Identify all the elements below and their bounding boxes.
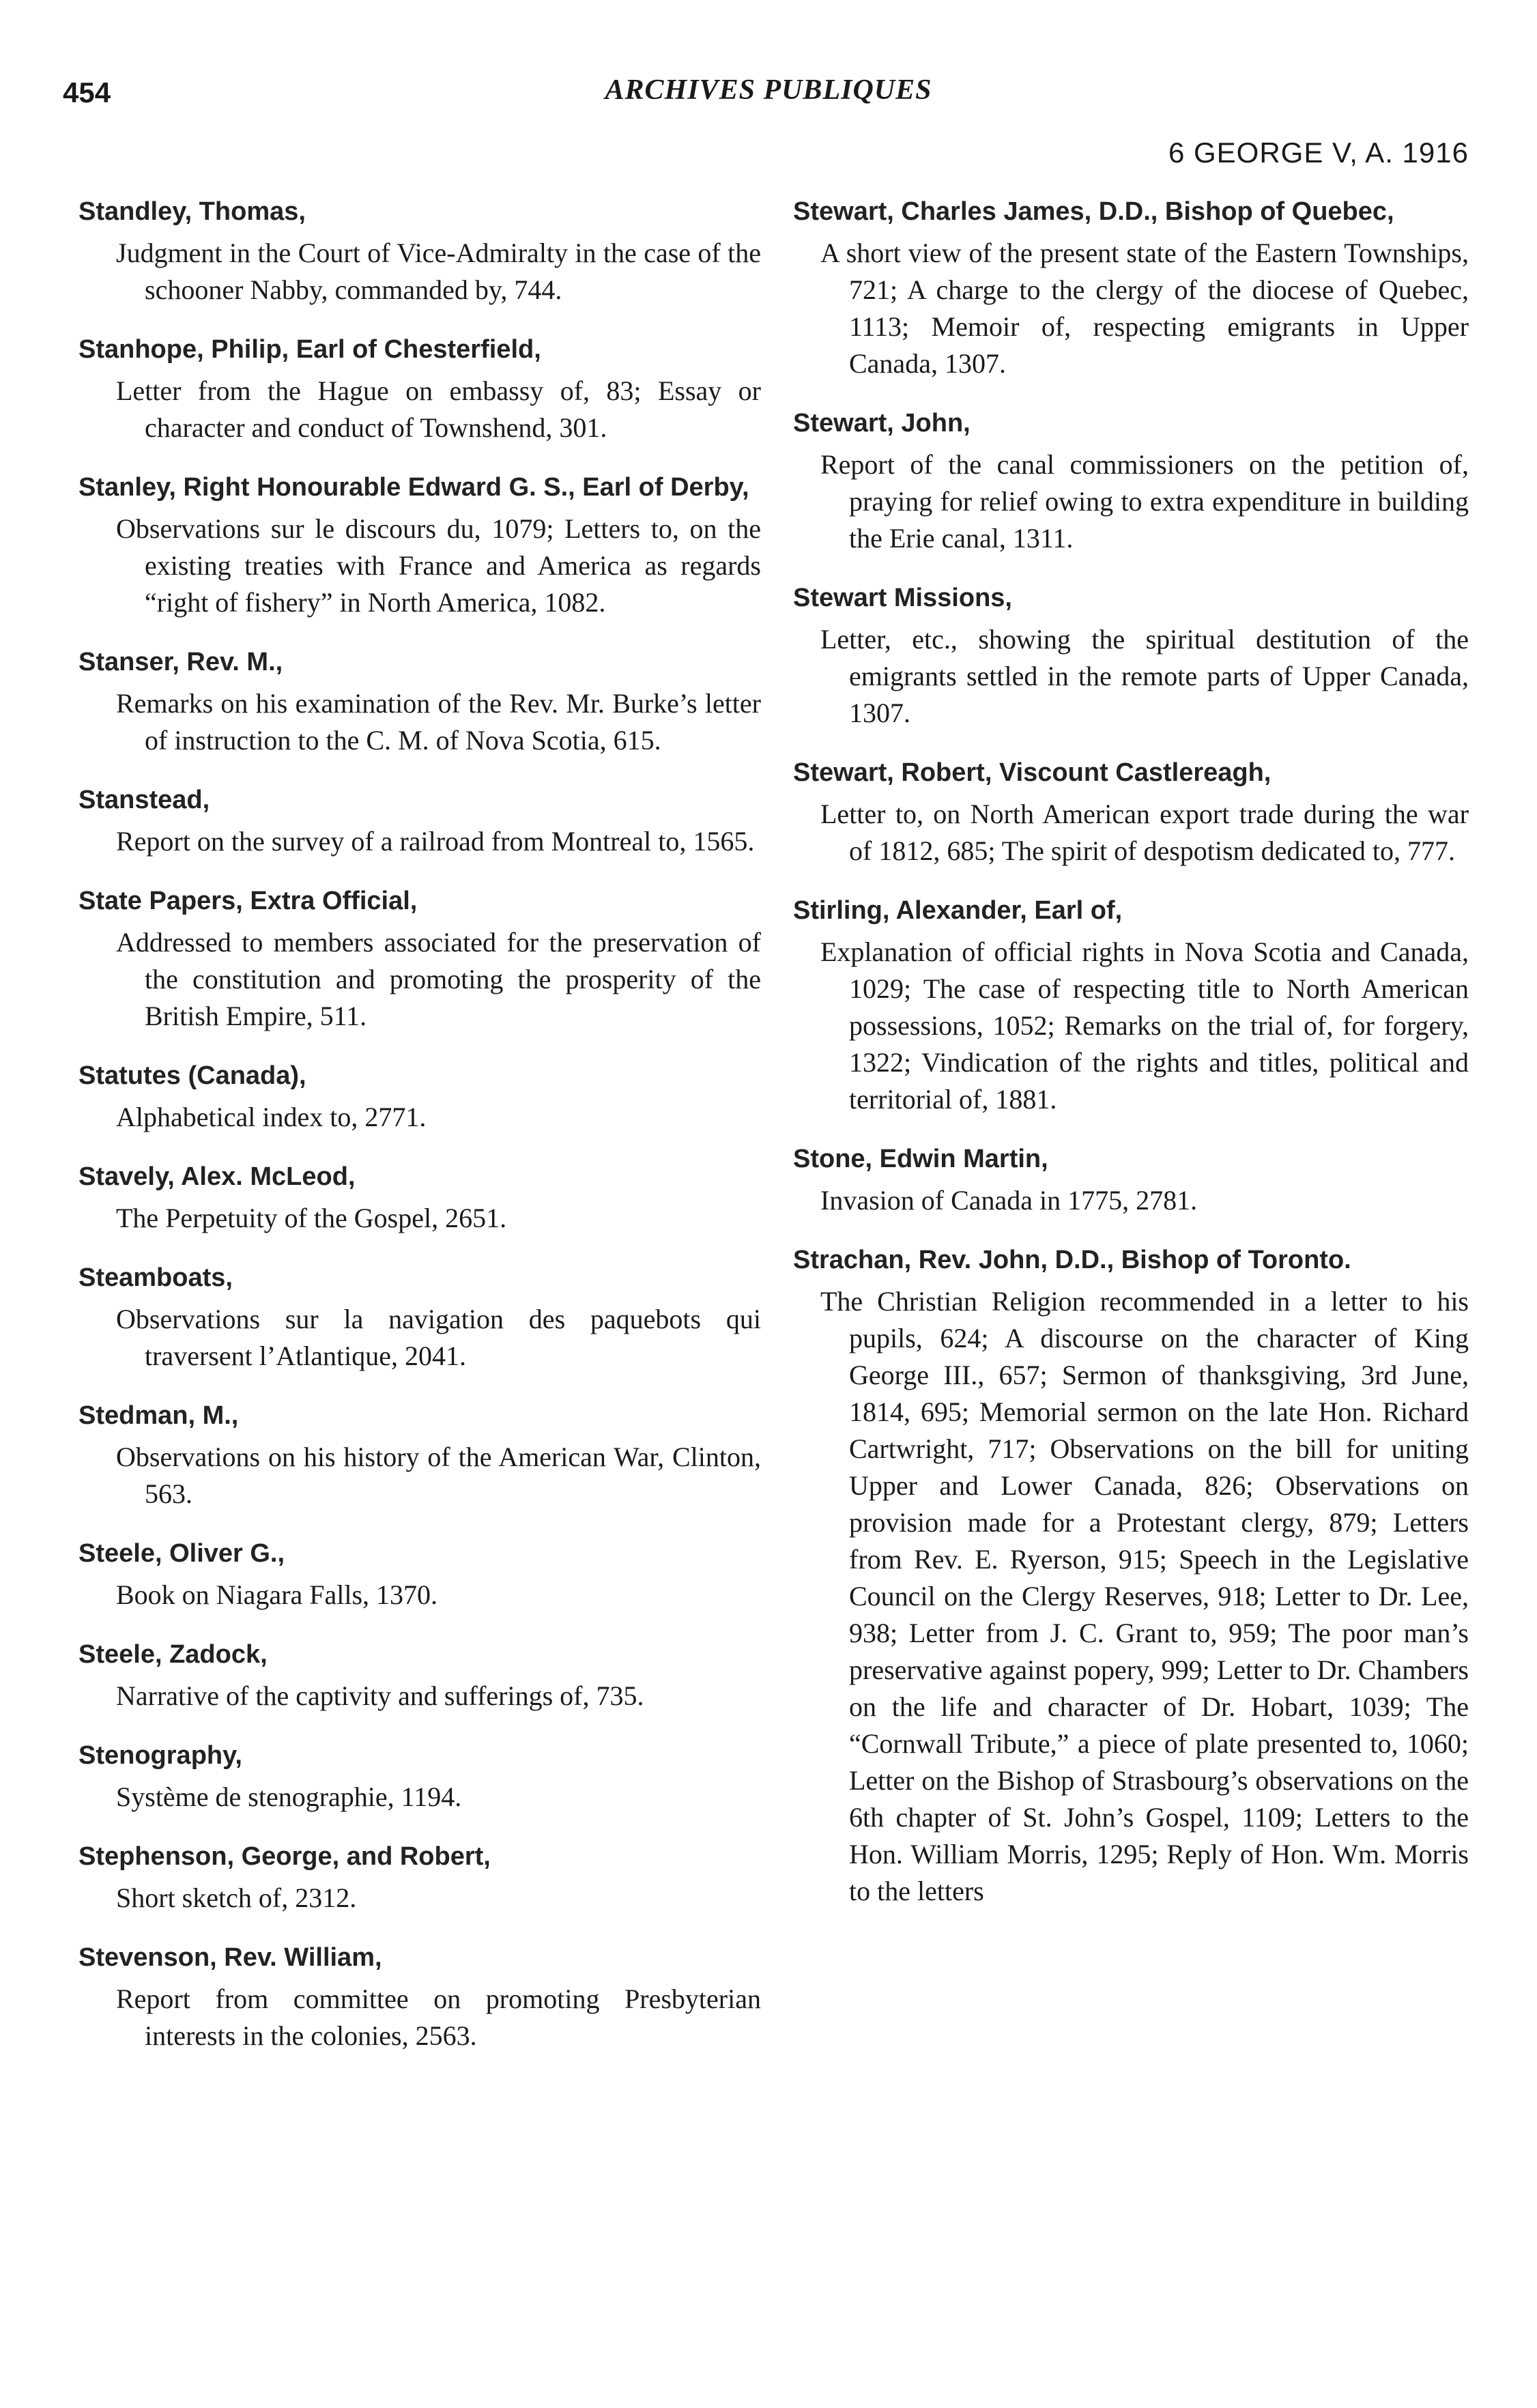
entry-body: Addressed to members associated for the preservation of the constitution and promoting the prosperity of the British Empire, 511. — [116, 927, 761, 1031]
running-head: ARCHIVES PUBLIQUES — [605, 74, 932, 106]
index-entry — [793, 581, 1469, 732]
entry-heading: Steamboats, — [78, 1263, 233, 1292]
index-entry — [78, 332, 761, 446]
entry-heading: Stenography, — [78, 1741, 242, 1770]
entry-heading: Steele, Oliver G., — [78, 1539, 285, 1568]
index-entry — [793, 1243, 1469, 1910]
entry-heading: Stewart, Charles James, D.D., Bishop of Quebec, — [793, 197, 1394, 226]
entry-heading: Strachan, Rev. John, D.D., Bishop of Toronto. — [793, 1246, 1351, 1274]
entry-heading: Stephenson, George, and Robert, — [78, 1842, 491, 1871]
index-entry — [78, 1536, 761, 1614]
entry-heading: Stevenson, Rev. William, — [78, 1943, 382, 1972]
entry-body: Observations on his history of the American War, Clinton, 563. — [116, 1442, 761, 1509]
index-entry — [78, 783, 761, 860]
entry-body: A short view of the present state of the Eastern Townships, 721; A charge to the clergy of the diocese of Quebec, 1113; Memoir of, respecting emigrants in Upper Canada, 1307. — [820, 238, 1469, 379]
entry-heading: Stanser, Rev. M., — [78, 648, 283, 676]
entry-heading: Stewart, Robert, Viscount Castlereagh, — [793, 758, 1272, 787]
left-column — [78, 195, 761, 2078]
index-entry — [78, 884, 761, 1035]
page-number: 454 — [63, 76, 111, 109]
entry-body: Système de stenographie, 1194. — [116, 1781, 462, 1812]
index-entry — [78, 1637, 761, 1715]
index-entry — [78, 470, 761, 621]
entry-heading: State Papers, Extra Official, — [78, 887, 418, 915]
entry-body: Observations sur la navigation des paquebots qui traversent l’Atlantique, 2041. — [116, 1304, 761, 1371]
index-entry — [78, 1261, 761, 1375]
entry-body: Alphabetical index to, 2771. — [116, 1102, 427, 1132]
entry-heading: Stone, Edwin Martin, — [793, 1145, 1048, 1173]
index-entry — [793, 1142, 1469, 1219]
entry-body: Invasion of Canada in 1775, 2781. — [820, 1185, 1198, 1216]
entry-heading: Stanhope, Philip, Earl of Chesterfield, — [78, 335, 541, 364]
index-entry — [78, 1839, 761, 1917]
entry-heading: Statutes (Canada), — [78, 1061, 306, 1090]
entry-heading: Steele, Zadock, — [78, 1640, 268, 1669]
entry-body: Letter, etc., showing the spiritual destitution of the emigrants settled in the remote parts of Upper Canada, 1307. — [820, 624, 1469, 728]
entry-body: The Perpetuity of the Gospel, 2651. — [116, 1203, 507, 1233]
index-entry — [78, 1399, 761, 1513]
entry-body: Narrative of the captivity and sufferings of, 735. — [116, 1680, 644, 1711]
session-label: 6 GEORGE V, A. 1916 — [1168, 137, 1469, 169]
entry-heading: Stavely, Alex. McLeod, — [78, 1162, 356, 1191]
entry-body: Explanation of official rights in Nova Scotia and Canada, 1029; The case of respecting title to North American possessions, 1052; Remarks on the trial of, for forgery, 1322; Vindication of the rights and titles, political and territorial of, 1881. — [820, 936, 1469, 1115]
entry-body: Letter from the Hague on embassy of, 83; Essay or character and conduct of Townshend, 301. — [116, 375, 761, 443]
entry-body: Report from committee on promoting Presbyterian interests in the colonies, 2563. — [116, 1983, 761, 2051]
entry-heading: Stirling, Alexander, Earl of, — [793, 896, 1123, 925]
index-entry — [793, 406, 1469, 557]
index-entry — [78, 1059, 761, 1136]
entry-body: Observations sur le discours du, 1079; Letters to, on the existing treaties with France and America as regards “right of fishery” in North America, 1082. — [116, 513, 761, 618]
index-entry — [78, 195, 761, 309]
entry-body: Judgment in the Court of Vice-Admiralty in the case of the schooner Nabby, commanded by, 744. — [116, 238, 761, 305]
right-column — [793, 195, 1469, 1934]
entry-heading: Stanstead, — [78, 786, 210, 814]
index-entry — [793, 893, 1469, 1118]
entry-heading: Standley, Thomas, — [78, 197, 306, 226]
index-entry — [78, 1160, 761, 1237]
entry-body: Book on Niagara Falls, 1370. — [116, 1579, 438, 1610]
entry-body: Short sketch of, 2312. — [116, 1882, 357, 1913]
index-entry — [78, 1738, 761, 1816]
index-entry — [793, 195, 1469, 382]
entry-heading: Stedman, M., — [78, 1401, 239, 1430]
index-entry — [793, 756, 1469, 870]
entry-body: The Christian Religion recommended in a letter to his pupils, 624; A discourse on the character of King George III., 657; Sermon of thanksgiving, 3rd June, 1814, 695; Memorial sermon on the late Hon. Richard Cartwright, 717; Observations on the bill for uniting Upper and Lower Canada, 826; Observations on provision made for a Protestant clergy, 879; Letters from Rev. E. Ryerson, 915; Speech in the Legislative Council on the Clergy Reserves, 918; Letter to Dr. Lee, 938; Letter from J. C. Grant to, 959; The poor man’s preservative against popery, 999; Letter to Dr. Chambers on the life and character of Dr. Hobart, 1039; The “Cornwall Tribute,” a piece of plate presented to, 1060; Letter on the Bishop of Strasbourg’s observations on the 6th chapter of St. John’s Gospel, 1109; Letters to the Hon. William Morris, 1295; Reply of Hon. Wm. Morris to the letters — [820, 1286, 1469, 1906]
entry-heading: Stanley, Right Honourable Edward G. S., Earl of Derby, — [78, 473, 749, 502]
entry-body: Letter to, on North American export trade during the war of 1812, 685; The spirit of despotism dedicated to, 777. — [820, 799, 1469, 866]
entry-body: Report of the canal commissioners on the petition of, praying for relief owing to extra expenditure in building the Erie canal, 1311. — [820, 449, 1469, 554]
entry-heading: Stewart Missions, — [793, 584, 1012, 612]
entry-body: Remarks on his examination of the Rev. Mr. Burke’s letter of instruction to the C. M. of Nova Scotia, 615. — [116, 688, 761, 756]
entry-body: Report on the survey of a railroad from Montreal to, 1565. — [116, 826, 755, 857]
index-entry — [78, 1940, 761, 2054]
index-entry — [78, 645, 761, 759]
entry-heading: Stewart, John, — [793, 409, 971, 438]
